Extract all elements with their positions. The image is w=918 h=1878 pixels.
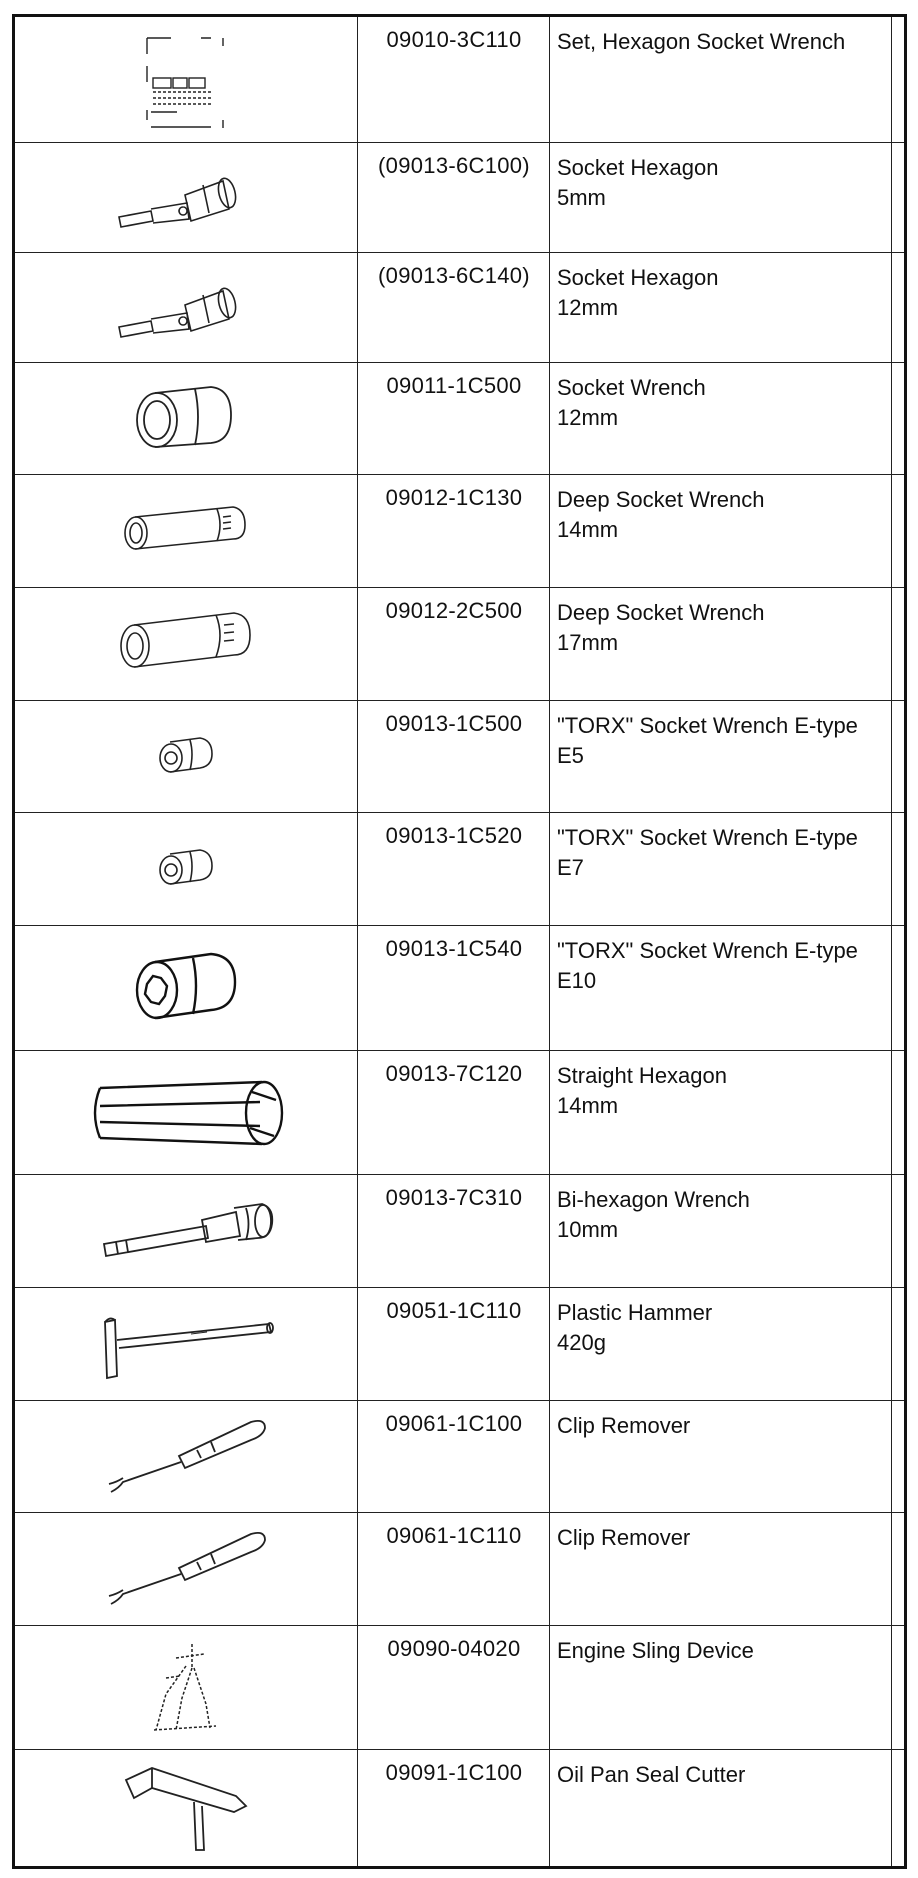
tool-name: Set, Hexagon Socket Wrench bbox=[557, 29, 846, 54]
part-number: 09010-3C110 bbox=[386, 27, 522, 52]
tool-size: 420g bbox=[557, 1330, 606, 1355]
tool-size: 5mm bbox=[557, 185, 606, 210]
tool-name: Clip Remover bbox=[557, 1413, 691, 1438]
tool-description bbox=[557, 823, 858, 883]
tool-description bbox=[557, 1061, 727, 1121]
tool-description bbox=[557, 153, 718, 213]
part-number: 09091-1C100 bbox=[385, 1760, 523, 1785]
table-row bbox=[15, 1174, 904, 1287]
part-number: 09013-7C310 bbox=[385, 1185, 523, 1210]
part-number: 09090-04020 bbox=[387, 1636, 521, 1661]
part-number: 09013-1C500 bbox=[385, 711, 523, 736]
table-row bbox=[15, 587, 904, 700]
table-row bbox=[15, 925, 904, 1050]
table-row bbox=[15, 1050, 904, 1174]
tool-description bbox=[557, 711, 858, 771]
tool-name: Engine Sling Device bbox=[557, 1638, 754, 1663]
tool-name: Deep Socket Wrench bbox=[557, 487, 765, 512]
tool-description bbox=[557, 1411, 690, 1441]
tool-size: E5 bbox=[557, 743, 584, 768]
table-row bbox=[15, 17, 904, 142]
tool-name: "TORX" Socket Wrench E-type bbox=[557, 713, 858, 738]
plastic-hammer-icon bbox=[15, 1288, 357, 1400]
part-number: 09013-1C520 bbox=[385, 823, 523, 848]
engine-sling-device-icon bbox=[15, 1626, 357, 1749]
tool-description bbox=[557, 485, 764, 545]
hexagon-socket-wrench-set-icon bbox=[15, 17, 357, 142]
tool-description bbox=[557, 936, 858, 996]
part-number: 09013-7C120 bbox=[385, 1061, 523, 1086]
tool-name: Straight Hexagon bbox=[557, 1063, 727, 1088]
part-number: (09013-6C100) bbox=[378, 153, 530, 178]
table-row bbox=[15, 812, 904, 925]
tool-name: Socket Wrench bbox=[557, 375, 706, 400]
part-number: 09012-2C500 bbox=[385, 598, 523, 623]
torx-socket-icon bbox=[15, 813, 357, 925]
deep-socket-wrench-icon bbox=[15, 588, 357, 700]
part-number: 09061-1C110 bbox=[386, 1523, 522, 1548]
straight-hexagon-icon bbox=[15, 1051, 357, 1174]
tool-description bbox=[557, 1185, 750, 1245]
socket-wrench-icon bbox=[15, 363, 357, 474]
tool-name: Socket Hexagon bbox=[557, 155, 719, 180]
table-row bbox=[15, 1749, 904, 1866]
part-number: 09013-1C540 bbox=[385, 936, 523, 961]
part-number: 09011-1C500 bbox=[386, 373, 522, 398]
part-number: 09051-1C110 bbox=[386, 1298, 522, 1323]
table-row bbox=[15, 142, 904, 252]
tool-size: E7 bbox=[557, 855, 584, 880]
table-row bbox=[15, 1512, 904, 1625]
clip-remover-icon bbox=[15, 1513, 357, 1625]
clip-remover-icon bbox=[15, 1401, 357, 1512]
part-number: 09061-1C100 bbox=[385, 1411, 523, 1436]
torx-socket-large-icon bbox=[15, 926, 357, 1050]
table-row bbox=[15, 362, 904, 474]
part-number: (09013-6C140) bbox=[378, 263, 530, 288]
tool-name: Oil Pan Seal Cutter bbox=[557, 1762, 746, 1787]
part-number: 09012-1C130 bbox=[385, 485, 523, 510]
tool-size: 17mm bbox=[557, 630, 619, 655]
table-row bbox=[15, 1400, 904, 1512]
tool-name: Socket Hexagon bbox=[557, 265, 719, 290]
tool-size: 14mm bbox=[557, 1093, 619, 1118]
tool-name: Bi-hexagon Wrench bbox=[557, 1187, 750, 1212]
bi-hexagon-wrench-icon bbox=[15, 1175, 357, 1287]
tool-name: Clip Remover bbox=[557, 1525, 691, 1550]
tool-size: 14mm bbox=[557, 517, 619, 542]
oil-pan-seal-cutter-icon bbox=[15, 1750, 357, 1866]
table-row bbox=[15, 1287, 904, 1400]
tool-name: "TORX" Socket Wrench E-type bbox=[557, 938, 858, 963]
tool-description bbox=[557, 1760, 745, 1790]
tool-name: "TORX" Socket Wrench E-type bbox=[557, 825, 858, 850]
torx-socket-icon bbox=[15, 701, 357, 812]
tool-description bbox=[557, 1523, 690, 1553]
table-row bbox=[15, 474, 904, 587]
table-row bbox=[15, 700, 904, 812]
tool-name: Plastic Hammer bbox=[557, 1300, 713, 1325]
socket-hexagon-icon bbox=[15, 143, 357, 252]
tool-name: Deep Socket Wrench bbox=[557, 600, 765, 625]
tool-description bbox=[557, 1636, 754, 1666]
tool-description bbox=[557, 598, 764, 658]
tool-description bbox=[557, 1298, 712, 1358]
tool-description bbox=[557, 373, 706, 433]
socket-hexagon-icon bbox=[15, 253, 357, 362]
tool-description bbox=[557, 27, 845, 57]
table-row bbox=[15, 1625, 904, 1749]
tool-size: 12mm bbox=[557, 405, 619, 430]
table-row bbox=[15, 252, 904, 362]
tool-size: 10mm bbox=[557, 1217, 619, 1242]
special-tools-table bbox=[12, 14, 907, 1869]
tool-description bbox=[557, 263, 718, 323]
deep-socket-wrench-icon bbox=[15, 475, 357, 587]
tool-size: E10 bbox=[557, 968, 597, 993]
tool-size: 12mm bbox=[557, 295, 619, 320]
